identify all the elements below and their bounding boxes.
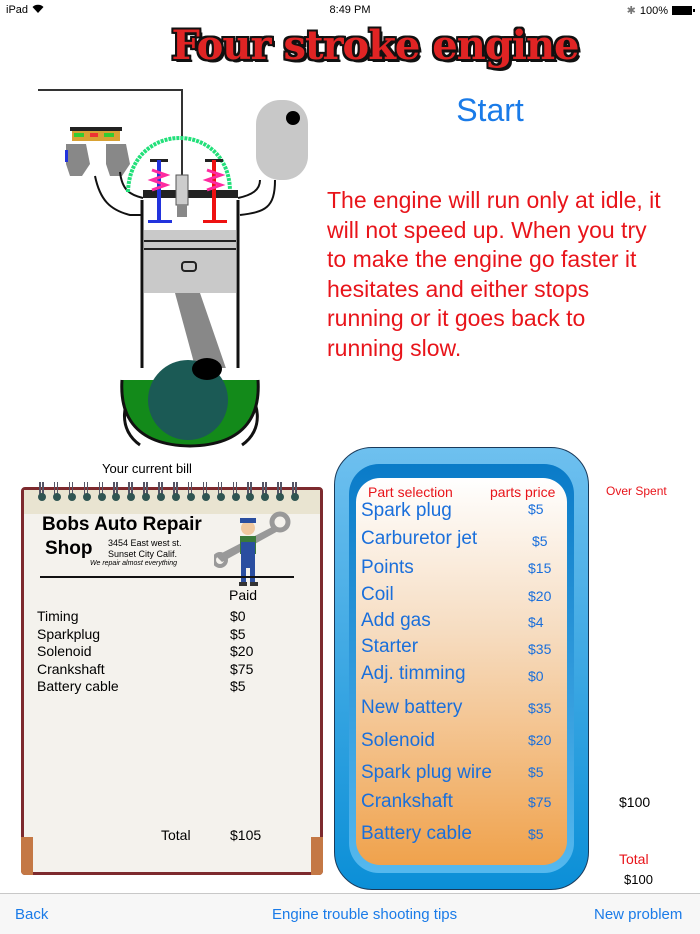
part-spark-plug[interactable]: Spark plug [361, 500, 452, 521]
notepad-corner [21, 837, 33, 875]
start-button[interactable]: Start [456, 92, 524, 128]
new-problem-button[interactable]: New problem [594, 906, 683, 923]
bill-row: Solenoid $20 [37, 643, 254, 659]
notepad-rings [38, 482, 299, 504]
carburetor-icon [65, 127, 130, 176]
part-price: $35 [528, 641, 552, 657]
shop-name: Bobs Auto Repair Shop [42, 514, 202, 559]
part-price: $75 [528, 794, 552, 810]
part-battery-cable[interactable]: Battery cable [361, 823, 472, 844]
bill-items [37, 608, 297, 696]
part-crankshaft[interactable]: Crankshaft [361, 791, 453, 812]
part-price: $5 [528, 501, 544, 517]
bill-total-label: Total [161, 827, 191, 843]
bill-row: Timing $0 [37, 608, 246, 624]
budget-total-value: $100 [624, 872, 653, 887]
part-solenoid[interactable]: Solenoid [361, 730, 435, 751]
budget-total-label: Total [619, 851, 649, 867]
bill-label: Your current bill [102, 461, 192, 476]
back-button[interactable]: Back [15, 906, 49, 923]
part-price: $15 [528, 560, 552, 576]
part-new-battery[interactable]: New battery [361, 697, 463, 718]
part-carburetor-jet[interactable]: Carburetor jet [361, 528, 478, 549]
over-spent-value: $100 [619, 794, 651, 810]
part-price: $5 [528, 764, 544, 780]
part-price: $20 [528, 588, 552, 604]
shop-address: 3454 East west st. Sunset City Calif. [108, 538, 182, 559]
notepad-corner [311, 837, 323, 875]
paid-header: Paid [229, 587, 258, 603]
page-title: Four stroke engine [171, 22, 579, 69]
status-bar [0, 0, 700, 20]
bottom-toolbar [0, 893, 700, 934]
parts-price-header: parts price [490, 484, 556, 500]
bill-row: Battery cable $5 [37, 678, 246, 694]
part-coil[interactable]: Coil [361, 584, 394, 605]
part-price: $35 [528, 700, 552, 716]
part-adj-timming[interactable]: Adj. timming [361, 663, 466, 684]
trouble-shooting-tips-button[interactable]: Engine trouble shooting tips [272, 906, 458, 923]
over-spent-label: Over Spent [606, 484, 667, 498]
bill-notepad [21, 487, 323, 875]
bill-total-value: $105 [230, 827, 262, 843]
bill-row: Crankshaft $75 [37, 660, 254, 677]
shop-tagline: We repair almost everything [90, 560, 178, 567]
problem-description: The engine will run only at idle, it will not speed up. When you try to make the engine go faster it hesitates and either stops running or it goes back to running slow. [327, 187, 661, 361]
status-right [627, 4, 692, 17]
device-name: iPad [6, 4, 29, 16]
part-price: $4 [528, 614, 544, 630]
bill-row: Sparkplug $5 [37, 625, 246, 642]
battery-icon [672, 6, 692, 15]
battery-percent: 100% [639, 4, 668, 17]
bill-divider [40, 576, 294, 578]
part-price: $0 [528, 668, 544, 684]
part-price: $5 [532, 533, 548, 549]
part-spark-plug-wire[interactable]: Spark plug wire [361, 762, 492, 783]
part-starter[interactable]: Starter [361, 636, 419, 657]
part-price: $20 [528, 732, 552, 748]
part-price: $5 [528, 826, 544, 842]
status-time: 8:49 PM [329, 4, 371, 16]
part-add-gas[interactable]: Add gas [361, 610, 431, 631]
part-points[interactable]: Points [361, 557, 414, 578]
part-selection-header: Part selection [368, 484, 453, 500]
bluetooth-icon: ✱ [626, 5, 636, 17]
engine-diagram [30, 80, 320, 450]
